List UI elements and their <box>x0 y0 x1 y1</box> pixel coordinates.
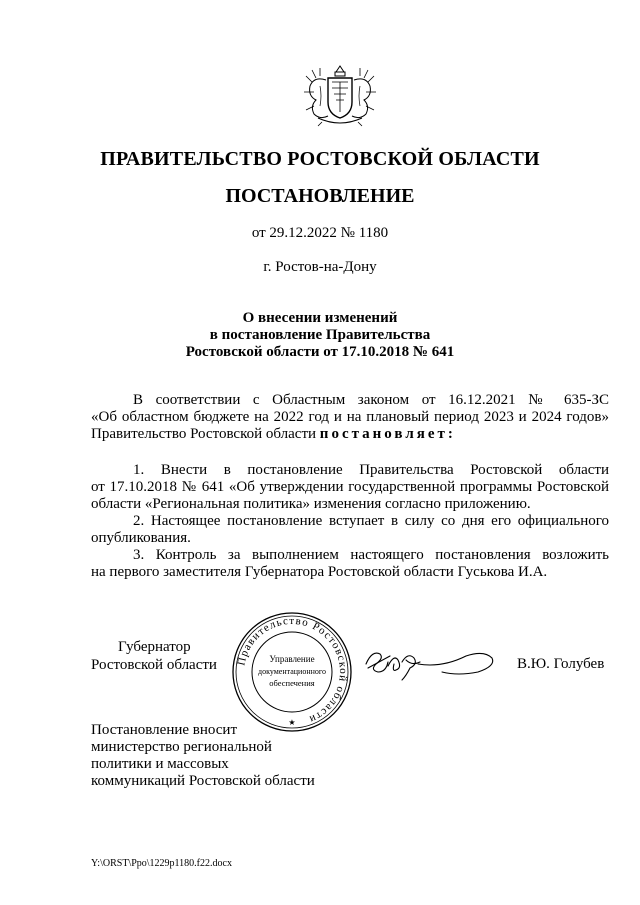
submitted-line: министерство региональной <box>91 739 272 755</box>
stamp-inner-line: обеспечения <box>269 678 315 688</box>
file-path-footer: Y:\ORST\Ppo\1229p1180.f22.docx <box>91 858 232 869</box>
item-line: области «Региональная политика» изменения согласно приложению. <box>91 496 531 512</box>
preamble-text: Правительство Ростовской области <box>91 426 320 442</box>
stamp-star-icon: ★ <box>288 718 296 727</box>
preamble-line: «Об областном бюджете на 2022 год и на плановый период 2023 и 2024 годов» <box>91 409 609 425</box>
document-date-number: от 29.12.2022 № 1180 <box>251 225 389 241</box>
resolves-word: постановляет: <box>319 426 456 442</box>
subject-line: Ростовской области от 17.10.2018 № 641 <box>185 344 455 360</box>
item-line: от 17.10.2018 № 641 «Об утверждении государственной программы Ростовской <box>91 479 609 495</box>
official-stamp <box>230 610 354 734</box>
preamble-line: В соответствии с Областным законом от 16.12.2021 № 635-ЗС <box>133 392 609 408</box>
submitted-line: Постановление вносит <box>91 722 238 738</box>
handwritten-signature <box>362 642 498 682</box>
item-line: на первого заместителя Губернатора Ростовской области Гуськова И.А. <box>91 564 548 580</box>
submitted-by <box>91 722 315 790</box>
submitted-line: коммуникаций Ростовской области <box>91 773 315 789</box>
position-line: Губернатор <box>118 639 191 655</box>
preamble-line <box>91 426 609 443</box>
subject-line: О внесении изменений <box>242 310 398 326</box>
signatory-name: В.Ю. Голубев <box>517 656 605 672</box>
stamp-ring-text: Правительство Ростовской области <box>235 614 350 726</box>
document-subject <box>0 310 640 361</box>
item-line: 2. Настоящее постановление вступает в силу со дня его официального <box>133 513 609 529</box>
subject-line: в постановление Правительства <box>209 327 431 343</box>
signatory-position <box>91 638 217 674</box>
submitted-line: политики и массовых <box>91 756 229 772</box>
government-title: ПРАВИТЕЛЬСТВО РОСТОВСКОЙ ОБЛАСТИ <box>100 148 540 170</box>
preamble-paragraph <box>91 392 609 443</box>
coat-of-arms-icon <box>300 62 380 128</box>
position-line: Ростовской области <box>91 657 217 673</box>
document-type: ПОСТАНОВЛЕНИЕ <box>225 185 415 207</box>
item-line: 3. Контроль за выполнением настоящего постановления возложить <box>133 547 609 563</box>
item-line: 1. Внести в постановление Правительства Ростовской области <box>133 462 609 478</box>
resolution-items <box>91 462 609 581</box>
document-city: г. Ростов-на-Дону <box>263 259 377 275</box>
stamp-inner-line: документационного <box>258 667 326 676</box>
item-line: опубликования. <box>91 530 191 546</box>
stamp-inner-line: Управление <box>269 654 315 664</box>
